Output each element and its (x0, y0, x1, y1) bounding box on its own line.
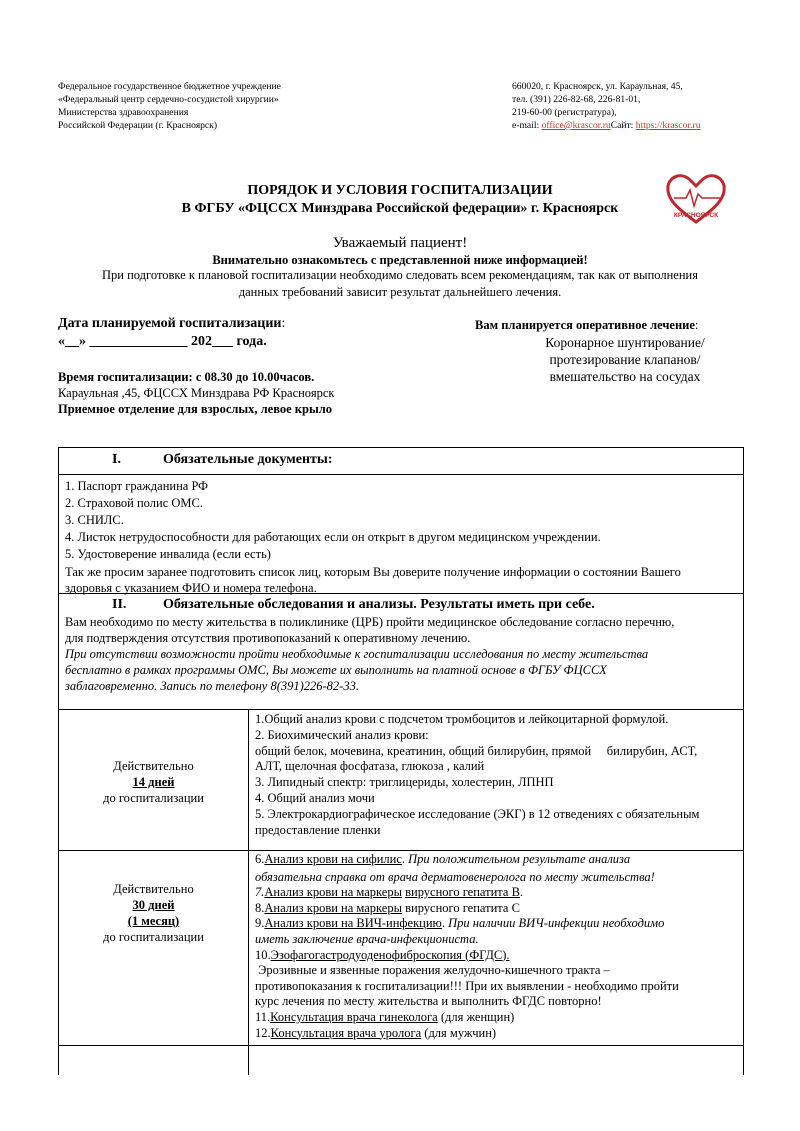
validity-days: 30 дней (132, 898, 175, 912)
site-label: Сайт: (610, 120, 636, 131)
address-line: 660020, г. Красноярск, ул. Караульная, 45, (512, 81, 683, 92)
gynecologist-consult: Консультация врача гинеколога (270, 1009, 438, 1024)
section1-header (58, 447, 744, 475)
hepatitis-b-test-rest: вирусного гепатита В (405, 885, 520, 900)
page-subtitle: В ФГБУ «ФЦССХ Минздрава Российской федерации» г. Красноярск (181, 201, 619, 216)
org-line: Федеральное государственное бюджетное учреждение (58, 81, 281, 92)
validity-before: до госпитализации (103, 930, 204, 944)
section2-title: Обязательные обследования и анализы. Результаты иметь при себе. (163, 597, 595, 612)
list-item (255, 852, 679, 868)
item-num: 12. (255, 1025, 271, 1040)
validity-14-cell (58, 709, 249, 851)
list-item (255, 916, 679, 932)
tests-14-list (255, 712, 699, 838)
colon: : (281, 316, 286, 331)
table-row-cutoff (248, 1045, 744, 1075)
hepatitis-c-test: Анализ крови на маркеры (264, 900, 402, 915)
item-note: При наличии ВИЧ-инфекции необходимо (448, 916, 665, 931)
tests-14-cell (248, 709, 744, 851)
intro-text: При подготовке к плановой госпитализации необходимо следовать всем рекомендациям, так как от выполнения (102, 268, 698, 282)
fgds-test: Эзофагогастродуоденофиброскопия (ФГДС). (270, 947, 510, 962)
attention-note: Внимательно ознакомьтесь с представленной ниже информацией! (212, 253, 588, 267)
item-num: 6. (255, 852, 265, 866)
list-item: общий белок, мочевина, креатинин, общий билирубин, прямой билирубин, АСТ, (255, 743, 698, 758)
hosp-date-label: Дата планируемой госпитализации (58, 316, 282, 331)
section2-header (58, 593, 744, 710)
trusted-persons-note: Так же просим заранее подготовить список лиц, которым Вы доверите получение информации о состоянии Вашего (65, 565, 681, 579)
op-label: Вам планируется оперативное лечение (475, 318, 695, 332)
item-note: При положительном результате анализа (408, 852, 631, 866)
validity-label: Действительно (113, 882, 194, 896)
validity-days: 14 дней (132, 775, 175, 789)
hepatitis-b-test: Анализ крови на маркеры (264, 885, 402, 900)
item-note: иметь заключение врача-инфекциониста. (255, 931, 479, 946)
hiv-test: Анализ крови на ВИЧ-инфекцию (264, 916, 442, 931)
list-item: АЛТ, щелочная фосфатаза, глюкоза , калий (255, 759, 485, 774)
email-label: e-mail: (512, 120, 542, 131)
email-link[interactable]: office@krascor.ru (541, 120, 611, 131)
item-num: 7. (255, 885, 265, 900)
item-note: курс лечения по месту жительства и выполнить ФГДС повторно! (255, 994, 602, 1009)
list-item: предоставление пленки (255, 822, 381, 837)
item-note: (для женщин) (437, 1009, 515, 1024)
section2-line: для подтверждения отсутствия противопоказаний к оперативному лечению. (65, 631, 471, 645)
tests-30-cell (248, 850, 744, 1046)
item-num: 9. (255, 916, 265, 931)
hosp-date-heading (58, 316, 285, 332)
syphilis-test: Анализ крови на сифилис (264, 852, 402, 866)
org-line: Российской Федерации (г. Красноярск) (58, 120, 218, 131)
validity-label: Действительно (113, 759, 194, 773)
page-title: ПОРЯДОК И УСЛОВИЯ ГОСПИТАЛИЗАЦИИ (247, 183, 553, 198)
item-note: обязательна справка от врача дерматовенеролога по месту жительства! (255, 869, 655, 884)
hosp-date-line: «__» ______________ 202___ года. (58, 334, 267, 349)
punct: . (401, 852, 409, 866)
list-item: 4. Общий анализ мочи (255, 790, 375, 805)
section2-text (65, 614, 674, 694)
hosp-address: Караульная ,45, ФЦССХ Минздрава РФ Красноярск (58, 386, 335, 400)
greeting: Уважаемый пациент! (332, 235, 468, 251)
validity-14-text (59, 758, 248, 806)
paid-option-note: заблаговременно. Запись по телефону 8(391)226-82-33. (65, 679, 359, 693)
section2-num: II. (112, 597, 127, 612)
item-num: 10. (255, 947, 271, 962)
phone-line: тел. (391) 226-82-68, 226-81-01, (512, 94, 641, 105)
paid-option-note: бесплатно в рамках программы ОМС, Вы можете их выполнить на платной основе в ФГБУ ФЦССХ (65, 663, 607, 677)
org-line: Министерства здравоохранения (58, 107, 189, 118)
punct: . (441, 916, 449, 931)
contacts-block (512, 80, 701, 132)
email-site-line (512, 119, 701, 132)
site-link[interactable]: https://krascor.ru (635, 120, 701, 131)
hepatitis-c-test-rest: вирусного гепатита С (401, 900, 520, 915)
list-item (255, 1010, 679, 1026)
urologist-consult: Консультация врача уролога (270, 1025, 422, 1040)
punct: . (519, 885, 524, 900)
colon: : (694, 318, 699, 332)
list-item (255, 901, 679, 917)
item-note: Эрозивные и язвенные поражения желудочно-кишечного тракта – (255, 963, 610, 978)
item-num: 11. (255, 1009, 271, 1024)
list-item: 5. Электрокардиографическое исследование (ЭКГ) в 12 отведениях с обязательным (255, 806, 700, 821)
list-item: 2. Биохимический анализ крови: (255, 727, 429, 742)
op-heading (475, 318, 698, 333)
section1-body (58, 474, 744, 594)
list-item: 3. СНИЛС. (65, 513, 124, 527)
hosp-time: Время госпитализации: с 08.30 до 10.00часов. (58, 370, 315, 384)
list-item: 4. Листок нетрудоспособности для работающих если он открыт в другом медицинском учреждении. (65, 530, 601, 544)
phone-line: 219-60-00 (регистратура), (512, 107, 617, 118)
op-item: Коронарное шунтирование/ (545, 335, 705, 350)
trusted-persons-note: здоровья с указанием ФИО и номера телефона. (65, 581, 317, 595)
list-item (255, 885, 679, 901)
logo-text: КРАСНОЯРСК (673, 212, 719, 219)
tests-30-list (255, 852, 679, 1041)
list-item (255, 948, 679, 964)
documents-list (65, 478, 681, 596)
list-item: 1.Общий анализ крови с подсчетом тромбоцитов и лейкоцитарной формулой. (255, 712, 669, 726)
item-num: 8. (255, 900, 265, 915)
item-note: противопоказания к госпитализации!!! При их выявлении - необходимо пройти (255, 978, 679, 993)
table-row-cutoff (58, 1045, 249, 1075)
list-item: 3. Липидный спектр: триглицериды, холестерин, ЛПНП (255, 775, 554, 790)
paid-option-note: При отсутствии возможности пройти необходимые к госпитализации исследования по месту жительства (65, 647, 649, 661)
op-item: вмешательство на сосудах (549, 369, 701, 384)
section1-title: Обязательные документы: (163, 452, 333, 467)
op-list (520, 334, 730, 385)
validity-30-cell (58, 850, 249, 1046)
section1-num: I. (112, 452, 121, 467)
list-item (255, 1026, 679, 1042)
hosp-dept: Приемное отделение для взрослых, левое крыло (58, 402, 332, 416)
item-note: (для мужчин) (421, 1025, 497, 1040)
intro-text: данных требований зависит результат дальнейшего лечения. (238, 285, 562, 299)
list-item: 1. Паспорт гражданина РФ (65, 479, 209, 493)
list-item: 5. Удостоверение инвалида (если есть) (65, 547, 271, 561)
section2-line: Вам необходимо по месту жительства в поликлинике (ЦРБ) пройти медицинское обследование согласно перечню, (65, 615, 675, 629)
org-name-block (58, 80, 281, 132)
op-item: протезирование клапанов/ (549, 352, 701, 367)
validity-month: (1 месяц) (127, 914, 180, 928)
org-line: «Федеральный центр сердечно-сосудистой хирургии» (58, 94, 279, 105)
list-item: 2. Страховой полис ОМС. (65, 496, 203, 510)
validity-before: до госпитализации (103, 791, 204, 805)
validity-30-text (59, 881, 248, 945)
